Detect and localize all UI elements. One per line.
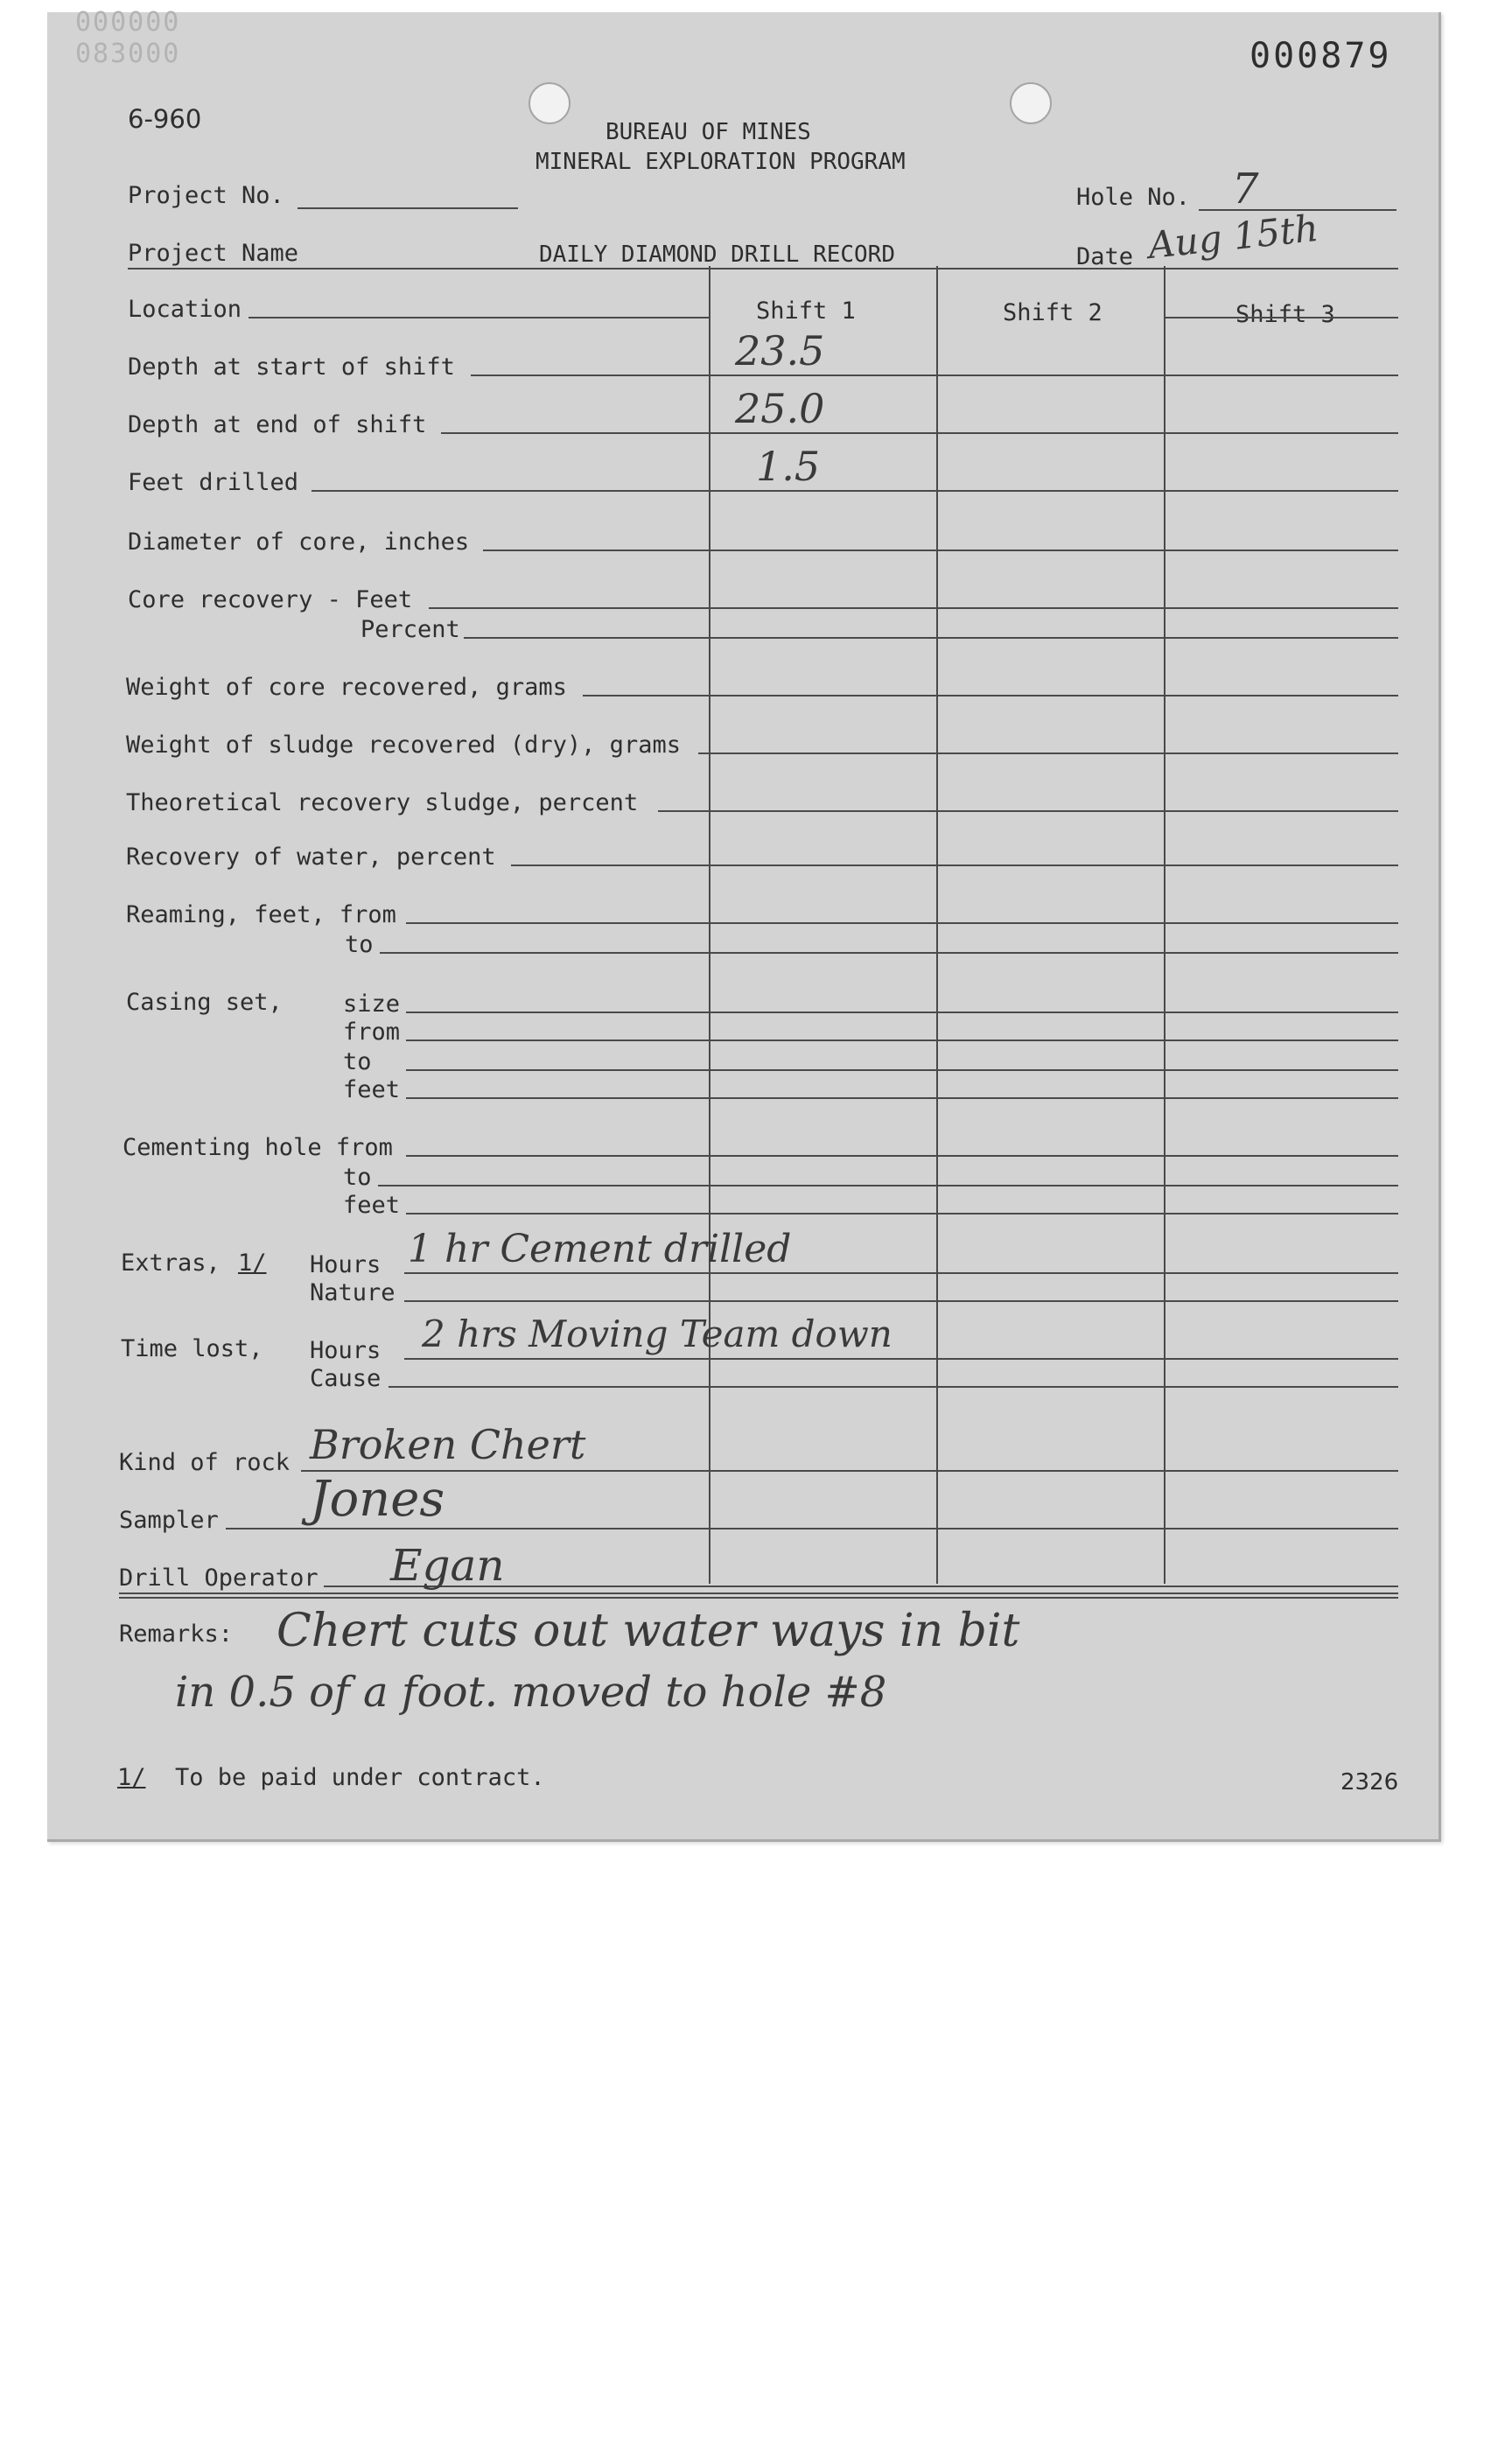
faint-stamp-second: 083000	[75, 38, 181, 69]
drill-operator-value: Egan	[390, 1540, 505, 1591]
feet-drilled-line	[312, 490, 1398, 492]
water-recovery-label: Recovery of water, percent	[126, 844, 496, 871]
core-diameter-line	[483, 550, 1398, 551]
kind-of-rock-line	[301, 1470, 1398, 1472]
core-weight-label: Weight of core recovered, grams	[126, 674, 567, 701]
core-recovery-feet-label: Core recovery - Feet	[128, 586, 413, 613]
extras-hours-value: 1 hr Cement drilled	[408, 1227, 792, 1271]
reaming-to-label: to	[345, 931, 374, 958]
drill-operator-label: Drill Operator	[119, 1564, 318, 1592]
extras-nature-label: Nature	[310, 1279, 396, 1306]
casing-size-label: size	[343, 990, 401, 1018]
casing-from-line	[406, 1040, 1398, 1041]
core-weight-line	[583, 695, 1398, 696]
theoretical-sludge-label: Theoretical recovery sludge, percent	[126, 789, 639, 816]
core-recovery-feet-line	[429, 607, 1398, 609]
casing-from-label: from	[343, 1018, 401, 1046]
sludge-weight-line	[698, 752, 1398, 754]
hole-no-value: 7	[1232, 164, 1259, 214]
casing-feet-line	[406, 1097, 1398, 1099]
time-lost-label: Time lost,	[121, 1335, 263, 1362]
punch-hole-left	[528, 82, 570, 124]
project-no-label: Project No.	[128, 182, 284, 209]
time-lost-hours-label: Hours	[310, 1337, 382, 1364]
cementing-feet-label: feet	[343, 1192, 401, 1219]
casing-size-line	[406, 1012, 1398, 1013]
feet-drilled-label: Feet drilled	[128, 469, 299, 496]
reaming-to-line	[380, 952, 1398, 954]
shift-3-header-line	[1164, 317, 1398, 318]
reaming-from-line	[406, 922, 1398, 924]
program-title: MINERAL EXPLORATION PROGRAM	[536, 149, 906, 175]
date-label: Date	[1076, 243, 1134, 270]
hole-no-label: Hole No.	[1076, 184, 1191, 211]
sludge-weight-label: Weight of sludge recovered (dry), grams	[126, 732, 681, 759]
cementing-to-line	[378, 1185, 1398, 1186]
time-lost-value: 2 hrs Moving Team down	[422, 1312, 892, 1355]
punch-hole-right	[1010, 82, 1052, 124]
water-recovery-line	[511, 864, 1398, 866]
footnote-mark: 1/	[117, 1764, 146, 1791]
kind-of-rock-label: Kind of rock	[119, 1449, 290, 1476]
depth-end-label: Depth at end of shift	[128, 411, 427, 438]
location-label: Location	[128, 296, 242, 323]
casing-label: Casing set,	[126, 989, 283, 1016]
shift-1-feet-drilled: 1.5	[756, 443, 821, 490]
cementing-label: Cementing hole from	[122, 1134, 393, 1161]
reaming-label: Reaming, feet, from	[126, 901, 396, 928]
depth-end-line	[441, 432, 1398, 434]
sampler-label: Sampler	[119, 1507, 219, 1534]
remarks-divider-2	[119, 1597, 1398, 1599]
time-lost-hours-line	[404, 1358, 1398, 1360]
casing-to-line	[406, 1069, 1398, 1071]
record-title: DAILY DIAMOND DRILL RECORD	[539, 242, 895, 268]
extras-hours-line	[404, 1272, 1398, 1274]
drill-record-form	[47, 7, 1441, 1842]
cementing-to-label: to	[343, 1164, 372, 1191]
project-no-line	[298, 207, 518, 209]
kind-of-rock-value: Broken Chert	[310, 1421, 586, 1468]
time-lost-cause-line	[388, 1386, 1398, 1388]
cementing-from-line	[406, 1155, 1398, 1157]
sampler-value: Jones	[310, 1471, 445, 1528]
shift-3-header: Shift 3	[1236, 301, 1335, 328]
stamp-number: 000879	[1250, 36, 1392, 76]
extras-label: Extras,	[121, 1250, 220, 1277]
agency-title: BUREAU OF MINES	[606, 119, 811, 145]
theoretical-sludge-line	[658, 810, 1398, 812]
shift-1-header: Shift 1	[756, 298, 856, 325]
sampler-line	[226, 1528, 1398, 1530]
extras-footnote-mark: 1/	[238, 1250, 267, 1277]
shift-2-header: Shift 2	[1003, 299, 1102, 326]
form-number: 6-960	[128, 104, 202, 134]
core-recovery-percent-line	[464, 637, 1398, 639]
core-diameter-label: Diameter of core, inches	[128, 528, 470, 556]
extras-nature-line	[404, 1300, 1398, 1302]
remarks-divider-1	[119, 1592, 1398, 1594]
depth-start-line	[471, 374, 1398, 376]
location-line	[248, 317, 709, 318]
core-recovery-percent-label: Percent	[360, 616, 460, 643]
page-code: 2326	[1340, 1769, 1399, 1796]
shift-1-depth-end: 25.0	[735, 385, 825, 432]
time-lost-cause-label: Cause	[310, 1365, 382, 1392]
depth-start-label: Depth at start of shift	[128, 354, 455, 381]
date-value: Aug 15th	[1145, 206, 1320, 268]
remarks-line-2: in 0.5 of a foot. moved to hole #8	[175, 1668, 887, 1717]
casing-to-label: to	[343, 1048, 372, 1075]
cementing-feet-line	[406, 1213, 1398, 1214]
shift-1-depth-start: 23.5	[735, 327, 825, 374]
casing-feet-label: feet	[343, 1076, 401, 1103]
project-name-label: Project Name	[128, 240, 299, 267]
extras-hours-label: Hours	[310, 1251, 382, 1278]
faint-stamp-top: 000000	[75, 7, 181, 38]
project-name-line	[128, 268, 1398, 270]
footnote-text: To be paid under contract.	[175, 1764, 545, 1791]
remarks-label: Remarks:	[119, 1620, 234, 1648]
remarks-line-1: Chert cuts out water ways in bit	[276, 1605, 1020, 1657]
